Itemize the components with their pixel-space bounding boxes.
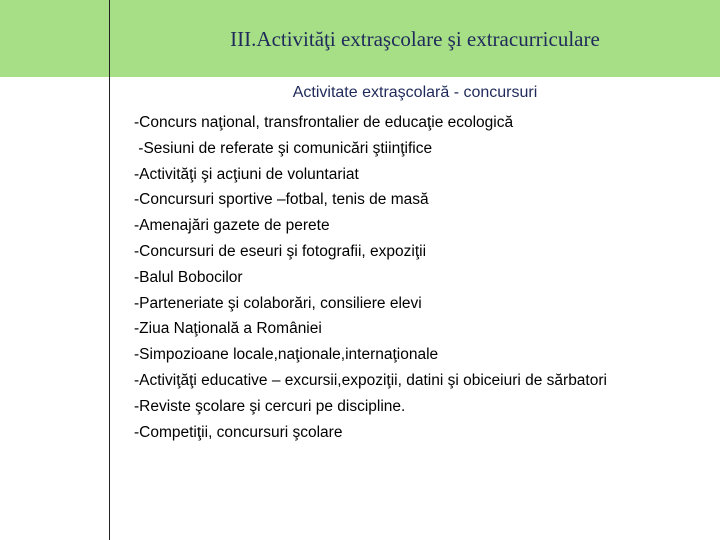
list-item: -Concursuri sportive –fotbal, tenis de masă — [134, 191, 429, 209]
list-item: -Activităţi şi acţiuni de voluntariat — [134, 165, 359, 183]
list-item: -Simpozioane locale,naţionale,internaţionale — [134, 346, 439, 364]
list-item: -Balul Bobocilor — [134, 268, 243, 286]
list-item: -Amenajări gazete de perete — [134, 217, 330, 235]
list-item: -Concursuri de eseuri şi fotografii, expoziţii — [134, 242, 427, 260]
list-item: -Reviste şcolare şi cercuri pe discipline. — [134, 397, 406, 415]
slide-title: III.Activităţi extraşcolare şi extracurriculare — [230, 27, 600, 51]
list-item: -Parteneriate şi colaborări, consiliere elevi — [134, 294, 422, 312]
list-item: -Competiţii, concursuri şcolare — [134, 423, 343, 441]
list-item: -Activiţăţi educative – excursii,expoziţii, datini şi obiceiuri de sărbatori — [134, 371, 607, 389]
list-item: -Concurs naţional, transfrontalier de educaţie ecologică — [134, 114, 514, 131]
list-item: -Ziua Naţională a României — [134, 320, 322, 338]
list-item: -Sesiuni de referate şi comunicări ştiinţifice — [134, 139, 433, 157]
slide-subtitle: Activitate extraşcolară - concursuri — [292, 84, 538, 101]
vertical-divider — [109, 0, 110, 540]
activity-list — [134, 110, 607, 445]
